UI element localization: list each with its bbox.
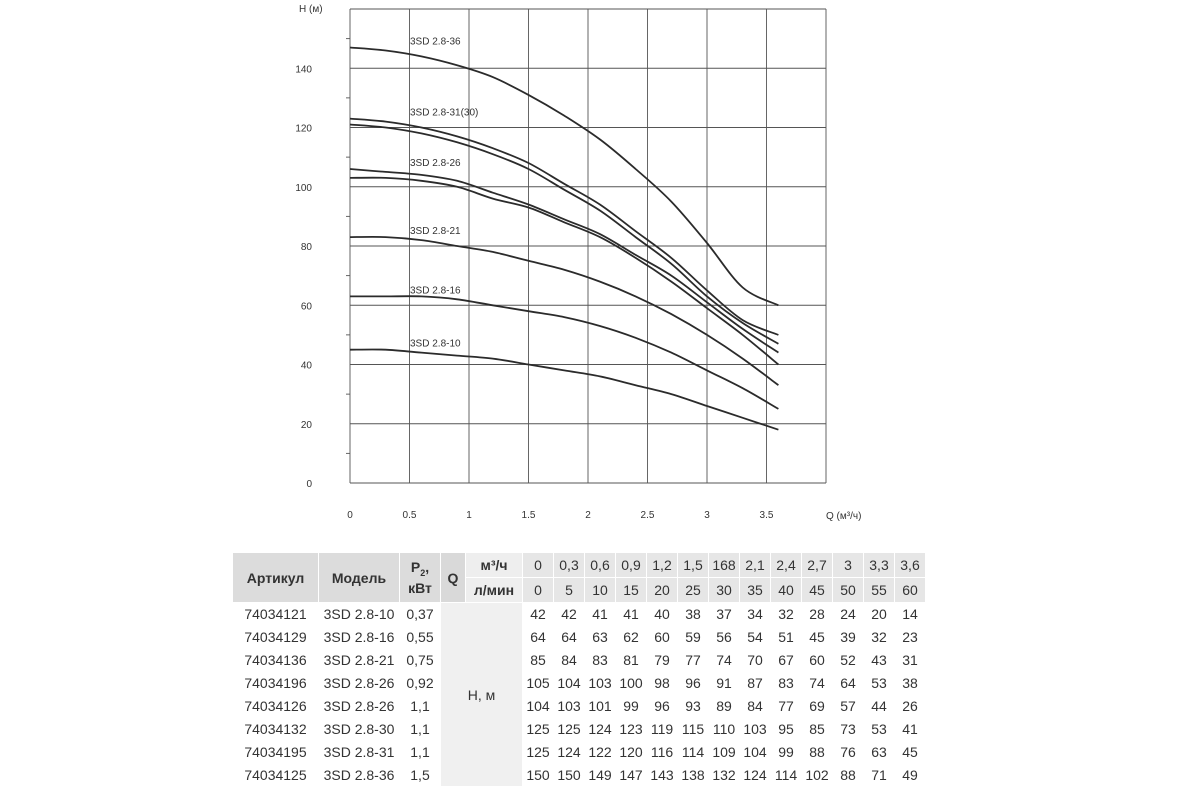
x-tick-label: 1.5 — [521, 510, 536, 521]
h-value: 132 — [709, 764, 740, 787]
h-value: 24 — [833, 603, 864, 626]
h-value: 89 — [709, 695, 740, 718]
h-value: 101 — [585, 695, 616, 718]
chart-curves — [350, 48, 778, 430]
h-value: 88 — [833, 764, 864, 787]
table-row — [233, 672, 926, 695]
h-value: 102 — [802, 764, 833, 787]
h-value: 83 — [585, 649, 616, 672]
h-value: 56 — [709, 626, 740, 649]
series-curve — [350, 349, 778, 429]
h-value: 99 — [771, 741, 802, 764]
y-axis-label: H (м) — [299, 4, 323, 15]
series-curve — [350, 178, 778, 365]
h-value: 67 — [771, 649, 802, 672]
series-curve — [350, 237, 778, 385]
h-unit-label: Н, м — [441, 603, 523, 787]
h-value: 81 — [616, 649, 647, 672]
h-value: 34 — [740, 603, 771, 626]
q-m3h-value: 2,7 — [802, 553, 833, 578]
row-article: 74034196 — [233, 672, 319, 695]
h-value: 109 — [709, 741, 740, 764]
h-value: 60 — [647, 626, 678, 649]
q-lmin-value: 50 — [833, 578, 864, 603]
series-label: 3SD 2.8-16 — [410, 285, 461, 297]
h-value: 103 — [740, 718, 771, 741]
h-value: 51 — [771, 626, 802, 649]
table-row — [233, 741, 926, 764]
q-lmin-value: 40 — [771, 578, 802, 603]
h-value: 114 — [771, 764, 802, 787]
row-model: 3SD 2.8-26 — [319, 695, 400, 718]
series-label: 3SD 2.8-26 — [410, 157, 461, 169]
h-value: 115 — [678, 718, 709, 741]
row-power: 1,5 — [400, 764, 441, 787]
q-m3h-value: 3,6 — [895, 553, 926, 578]
q-m3h-value: 3 — [833, 553, 864, 578]
row-power: 1,1 — [400, 718, 441, 741]
row-power: 0,92 — [400, 672, 441, 695]
row-article: 74034129 — [233, 626, 319, 649]
h-value: 14 — [895, 603, 926, 626]
h-value: 26 — [895, 695, 926, 718]
series-label: 3SD 2.8-10 — [410, 338, 461, 350]
q-m3h-value: 0 — [523, 553, 554, 578]
series-label: 3SD 2.8-31(30) — [410, 107, 479, 119]
h-value: 103 — [554, 695, 585, 718]
x-axis-label: Q (м³/ч) — [826, 511, 862, 522]
q-lmin-value: 25 — [678, 578, 709, 603]
row-model: 3SD 2.8-26 — [319, 672, 400, 695]
h-value: 103 — [585, 672, 616, 695]
h-value: 20 — [864, 603, 895, 626]
chart-grid — [346, 9, 826, 483]
q-m3h-value: 0,9 — [616, 553, 647, 578]
h-value: 40 — [647, 603, 678, 626]
row-model: 3SD 2.8-30 — [319, 718, 400, 741]
table-row — [233, 764, 926, 787]
row-article: 74034126 — [233, 695, 319, 718]
row-power: 0,37 — [400, 603, 441, 626]
table-row — [233, 603, 926, 626]
h-value: 28 — [802, 603, 833, 626]
chart-series-labels — [410, 37, 478, 350]
h-value: 71 — [864, 764, 895, 787]
h-value: 96 — [678, 672, 709, 695]
h-value: 60 — [802, 649, 833, 672]
h-value: 125 — [554, 718, 585, 741]
header-unit-lmin: л/мин — [466, 578, 523, 603]
h-value: 45 — [802, 626, 833, 649]
h-value: 63 — [585, 626, 616, 649]
q-lmin-value: 60 — [895, 578, 926, 603]
h-value: 104 — [554, 672, 585, 695]
h-value: 77 — [771, 695, 802, 718]
h-value: 73 — [833, 718, 864, 741]
table-row — [233, 695, 926, 718]
h-value: 43 — [864, 649, 895, 672]
h-value: 41 — [895, 718, 926, 741]
h-value: 150 — [523, 764, 554, 787]
row-model: 3SD 2.8-10 — [319, 603, 400, 626]
h-value: 125 — [523, 718, 554, 741]
h-value: 74 — [802, 672, 833, 695]
h-value: 41 — [585, 603, 616, 626]
h-value: 84 — [740, 695, 771, 718]
table-row — [233, 649, 926, 672]
h-value: 42 — [554, 603, 585, 626]
h-value: 62 — [616, 626, 647, 649]
h-value: 93 — [678, 695, 709, 718]
h-value: 98 — [647, 672, 678, 695]
x-tick-label: 0 — [347, 510, 353, 521]
x-tick-label: 0.5 — [402, 510, 417, 521]
h-value: 44 — [864, 695, 895, 718]
h-value: 122 — [585, 741, 616, 764]
h-value: 39 — [833, 626, 864, 649]
row-model: 3SD 2.8-31 — [319, 741, 400, 764]
series-label: 3SD 2.8-21 — [410, 226, 461, 238]
row-article: 74034125 — [233, 764, 319, 787]
h-value: 45 — [895, 741, 926, 764]
h-value: 74 — [709, 649, 740, 672]
y-tick-label: 120 — [295, 123, 312, 135]
h-value: 23 — [895, 626, 926, 649]
x-tick-label: 2 — [585, 510, 591, 521]
q-m3h-value: 2,1 — [740, 553, 771, 578]
q-m3h-value: 1,5 — [678, 553, 709, 578]
q-m3h-value: 168 — [709, 553, 740, 578]
h-value: 105 — [523, 672, 554, 695]
h-value: 64 — [554, 626, 585, 649]
h-value: 124 — [554, 741, 585, 764]
h-value: 120 — [616, 741, 647, 764]
h-value: 38 — [678, 603, 709, 626]
x-tick-label: 3.5 — [759, 510, 774, 521]
h-value: 96 — [647, 695, 678, 718]
h-value: 32 — [864, 626, 895, 649]
q-lmin-value: 15 — [616, 578, 647, 603]
q-m3h-value: 3,3 — [864, 553, 895, 578]
h-value: 76 — [833, 741, 864, 764]
q-lmin-value: 10 — [585, 578, 616, 603]
h-value: 49 — [895, 764, 926, 787]
performance-table — [232, 552, 926, 787]
h-value: 64 — [833, 672, 864, 695]
h-value: 53 — [864, 672, 895, 695]
q-lmin-value: 35 — [740, 578, 771, 603]
table-row — [233, 718, 926, 741]
h-value: 64 — [523, 626, 554, 649]
h-value: 54 — [740, 626, 771, 649]
y-tick-label: 0 — [306, 479, 312, 490]
h-value: 38 — [895, 672, 926, 695]
h-value: 32 — [771, 603, 802, 626]
h-value: 59 — [678, 626, 709, 649]
row-model: 3SD 2.8-21 — [319, 649, 400, 672]
h-value: 116 — [647, 741, 678, 764]
h-value: 85 — [802, 718, 833, 741]
table-header-row — [233, 553, 926, 578]
header-q: Q — [441, 553, 466, 603]
h-value: 77 — [678, 649, 709, 672]
h-value: 124 — [585, 718, 616, 741]
q-lmin-value: 45 — [802, 578, 833, 603]
h-value: 37 — [709, 603, 740, 626]
q-m3h-value: 1,2 — [647, 553, 678, 578]
series-curve — [350, 169, 778, 353]
h-value: 99 — [616, 695, 647, 718]
h-value: 84 — [554, 649, 585, 672]
h-value: 110 — [709, 718, 740, 741]
header-power: $P_2$, кВт — [400, 553, 441, 603]
row-article: 74034121 — [233, 603, 319, 626]
row-model: 3SD 2.8-36 — [319, 764, 400, 787]
performance-table-wrap — [232, 552, 926, 787]
header-unit-m3h: м³/ч — [466, 553, 523, 578]
h-value: 70 — [740, 649, 771, 672]
x-tick-label: 3 — [704, 510, 710, 521]
q-lmin-value: 5 — [554, 578, 585, 603]
h-value: 150 — [554, 764, 585, 787]
h-value: 79 — [647, 649, 678, 672]
row-power: 0,55 — [400, 626, 441, 649]
h-value: 57 — [833, 695, 864, 718]
h-value: 42 — [523, 603, 554, 626]
h-value: 104 — [523, 695, 554, 718]
y-tick-label: 60 — [300, 301, 312, 313]
q-m3h-value: 0,3 — [554, 553, 585, 578]
h-value: 149 — [585, 764, 616, 787]
h-value: 119 — [647, 718, 678, 741]
h-value: 104 — [740, 741, 771, 764]
h-value: 52 — [833, 649, 864, 672]
h-value: 83 — [771, 672, 802, 695]
h-value: 87 — [740, 672, 771, 695]
h-value: 125 — [523, 741, 554, 764]
q-lmin-value: 0 — [523, 578, 554, 603]
row-article: 74034136 — [233, 649, 319, 672]
q-m3h-value: 0,6 — [585, 553, 616, 578]
h-value: 41 — [616, 603, 647, 626]
row-power: 1,1 — [400, 741, 441, 764]
series-curve — [350, 48, 778, 306]
h-value: 85 — [523, 649, 554, 672]
h-value: 124 — [740, 764, 771, 787]
row-model: 3SD 2.8-16 — [319, 626, 400, 649]
h-value: 53 — [864, 718, 895, 741]
h-value: 31 — [895, 649, 926, 672]
y-tick-label: 40 — [300, 360, 312, 372]
row-article: 74034132 — [233, 718, 319, 741]
h-value: 69 — [802, 695, 833, 718]
q-lmin-value: 30 — [709, 578, 740, 603]
table-row — [233, 626, 926, 649]
series-label: 3SD 2.8-36 — [410, 36, 461, 48]
h-value: 63 — [864, 741, 895, 764]
q-m3h-value: 2,4 — [771, 553, 802, 578]
h-value: 88 — [802, 741, 833, 764]
x-tick-label: 2.5 — [640, 510, 655, 521]
h-value: 143 — [647, 764, 678, 787]
header-model: Модель — [319, 553, 400, 603]
x-tick-label: 1 — [466, 510, 472, 521]
q-lmin-value: 55 — [864, 578, 895, 603]
h-value: 147 — [616, 764, 647, 787]
row-power: 1,1 — [400, 695, 441, 718]
h-value: 100 — [616, 672, 647, 695]
h-value: 114 — [678, 741, 709, 764]
h-value: 138 — [678, 764, 709, 787]
y-tick-label: 100 — [295, 182, 312, 194]
h-value: 123 — [616, 718, 647, 741]
y-tick-label: 20 — [300, 419, 312, 431]
y-tick-label: 140 — [295, 64, 312, 76]
y-tick-label: 80 — [300, 242, 312, 253]
h-value: 95 — [771, 718, 802, 741]
header-article: Артикул — [233, 553, 319, 603]
q-lmin-value: 20 — [647, 578, 678, 603]
row-power: 0,75 — [400, 649, 441, 672]
row-article: 74034195 — [233, 741, 319, 764]
h-value: 91 — [709, 672, 740, 695]
